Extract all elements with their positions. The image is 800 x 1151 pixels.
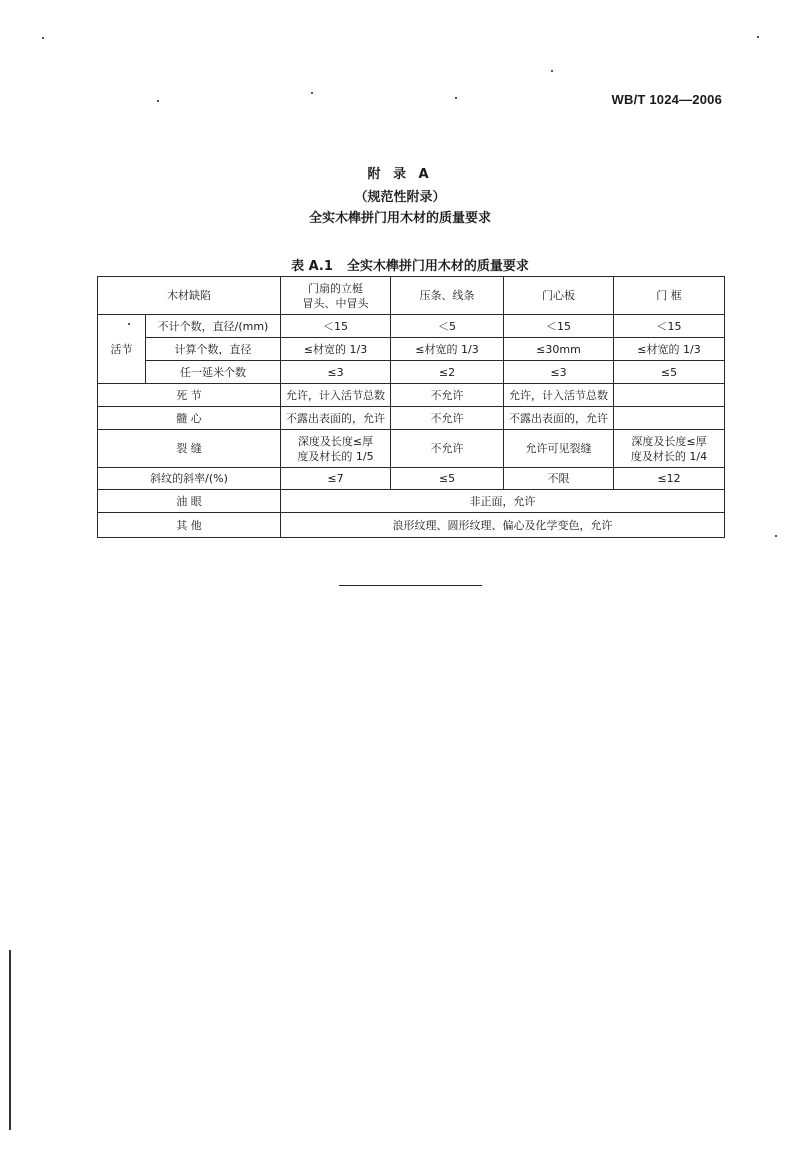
- table-cell: 不露出表面的，允许: [504, 407, 614, 430]
- table-cell: 允许，计入活节总数: [504, 384, 614, 407]
- table-row: [98, 384, 725, 407]
- table-cell: ≤5: [391, 468, 504, 490]
- table-cell: ≤材宽的 1/3: [614, 338, 725, 361]
- table-caption: [0, 255, 800, 274]
- table-cell: ≤30mm: [504, 338, 614, 361]
- table-row: [98, 407, 725, 430]
- scan-speck: [42, 37, 44, 39]
- table-cell: ＜5: [391, 315, 504, 338]
- table-cell: 允许可见裂缝: [504, 430, 614, 468]
- row-label: 计算个数，直径: [146, 338, 281, 361]
- table-cell: ≤7: [281, 468, 391, 490]
- scan-speck: [128, 323, 130, 325]
- row-label: 裂 缝: [98, 430, 281, 468]
- table-cell: 不限: [504, 468, 614, 490]
- table-row: [98, 338, 725, 361]
- table-cell: 不允许: [391, 430, 504, 468]
- table-cell: ≤2: [391, 361, 504, 384]
- table-cell: [614, 384, 725, 407]
- table-cell: [614, 407, 725, 430]
- table-row: [98, 315, 725, 338]
- table-cell: ≤3: [504, 361, 614, 384]
- table-cell: 不允许: [391, 384, 504, 407]
- table-row: [98, 490, 725, 513]
- table-cell: 允许，计入活节总数: [281, 384, 391, 407]
- standard-code: WB/T 1024—2006: [611, 92, 722, 107]
- row-label: 油 眼: [98, 490, 281, 513]
- cell-line: 度及材长的 1/5: [297, 449, 374, 463]
- table-cell: ≤12: [614, 468, 725, 490]
- header-door-stile-line1: 门扇的立梃: [308, 281, 363, 295]
- row-label: 不计个数，直径/(mm): [146, 315, 281, 338]
- table-row: [98, 513, 725, 538]
- table-cell: [281, 430, 391, 468]
- header-door-stile: [281, 277, 391, 315]
- table-cell: 不露出表面的，允许: [281, 407, 391, 430]
- scan-speck: [775, 535, 777, 537]
- cell-line: 深度及长度≤厚: [297, 434, 374, 448]
- row-label: 任一延米个数: [146, 361, 281, 384]
- table-cell: ＜15: [614, 315, 725, 338]
- row-label: 髓 心: [98, 407, 281, 430]
- header-door-panel: 门心板: [504, 277, 614, 315]
- header-defect: 木材缺陷: [98, 277, 281, 315]
- table-row: [98, 430, 725, 468]
- scan-speck: [311, 92, 313, 94]
- table-row: [98, 468, 725, 490]
- scan-speck: [455, 97, 457, 99]
- table-cell: ≤5: [614, 361, 725, 384]
- table-row: [98, 361, 725, 384]
- table-cell: ＜15: [504, 315, 614, 338]
- table-cell: ≤材宽的 1/3: [391, 338, 504, 361]
- table-cell: 浪形纹理、圆形纹理、偏心及化学变色，允许: [281, 513, 725, 538]
- appendix-subtitle: （规范性附录）: [354, 190, 446, 205]
- scan-speck: [757, 36, 759, 38]
- table-cell: ≤材宽的 1/3: [281, 338, 391, 361]
- table-cell: ≤3: [281, 361, 391, 384]
- appendix-heading: 全实木榫拼门用木材的质量要求: [308, 211, 491, 226]
- table-cell: ＜15: [281, 315, 391, 338]
- closing-rule: [339, 585, 482, 586]
- table-cell: 非正面，允许: [281, 490, 725, 513]
- header-molding: 压条、线条: [391, 277, 504, 315]
- row-label: 其 他: [98, 513, 281, 538]
- header-door-stile-line2: 冒头、中冒头: [302, 296, 369, 310]
- row-label: 斜纹的斜率/(%): [98, 468, 281, 490]
- scan-speck: [551, 70, 553, 72]
- table-caption-number: 表 A.1: [291, 259, 333, 274]
- cell-line: 深度及长度≤厚: [631, 434, 707, 448]
- cell-line: 度及材长的 1/4: [630, 449, 708, 463]
- header-door-frame: 门 框: [614, 277, 725, 315]
- scan-speck: [157, 100, 159, 102]
- table-cell: 不允许: [391, 407, 504, 430]
- row-label: 死 节: [98, 384, 281, 407]
- scan-edge-line: [9, 950, 11, 1130]
- appendix-title: 附 录 A: [367, 167, 433, 182]
- table-caption-text: 全实木榫拼门用木材的质量要求: [346, 259, 529, 274]
- quality-requirements-table: [97, 276, 725, 538]
- live-knot-label: 活节: [98, 315, 146, 384]
- table-header-row: [98, 277, 725, 315]
- table-cell: [614, 430, 725, 468]
